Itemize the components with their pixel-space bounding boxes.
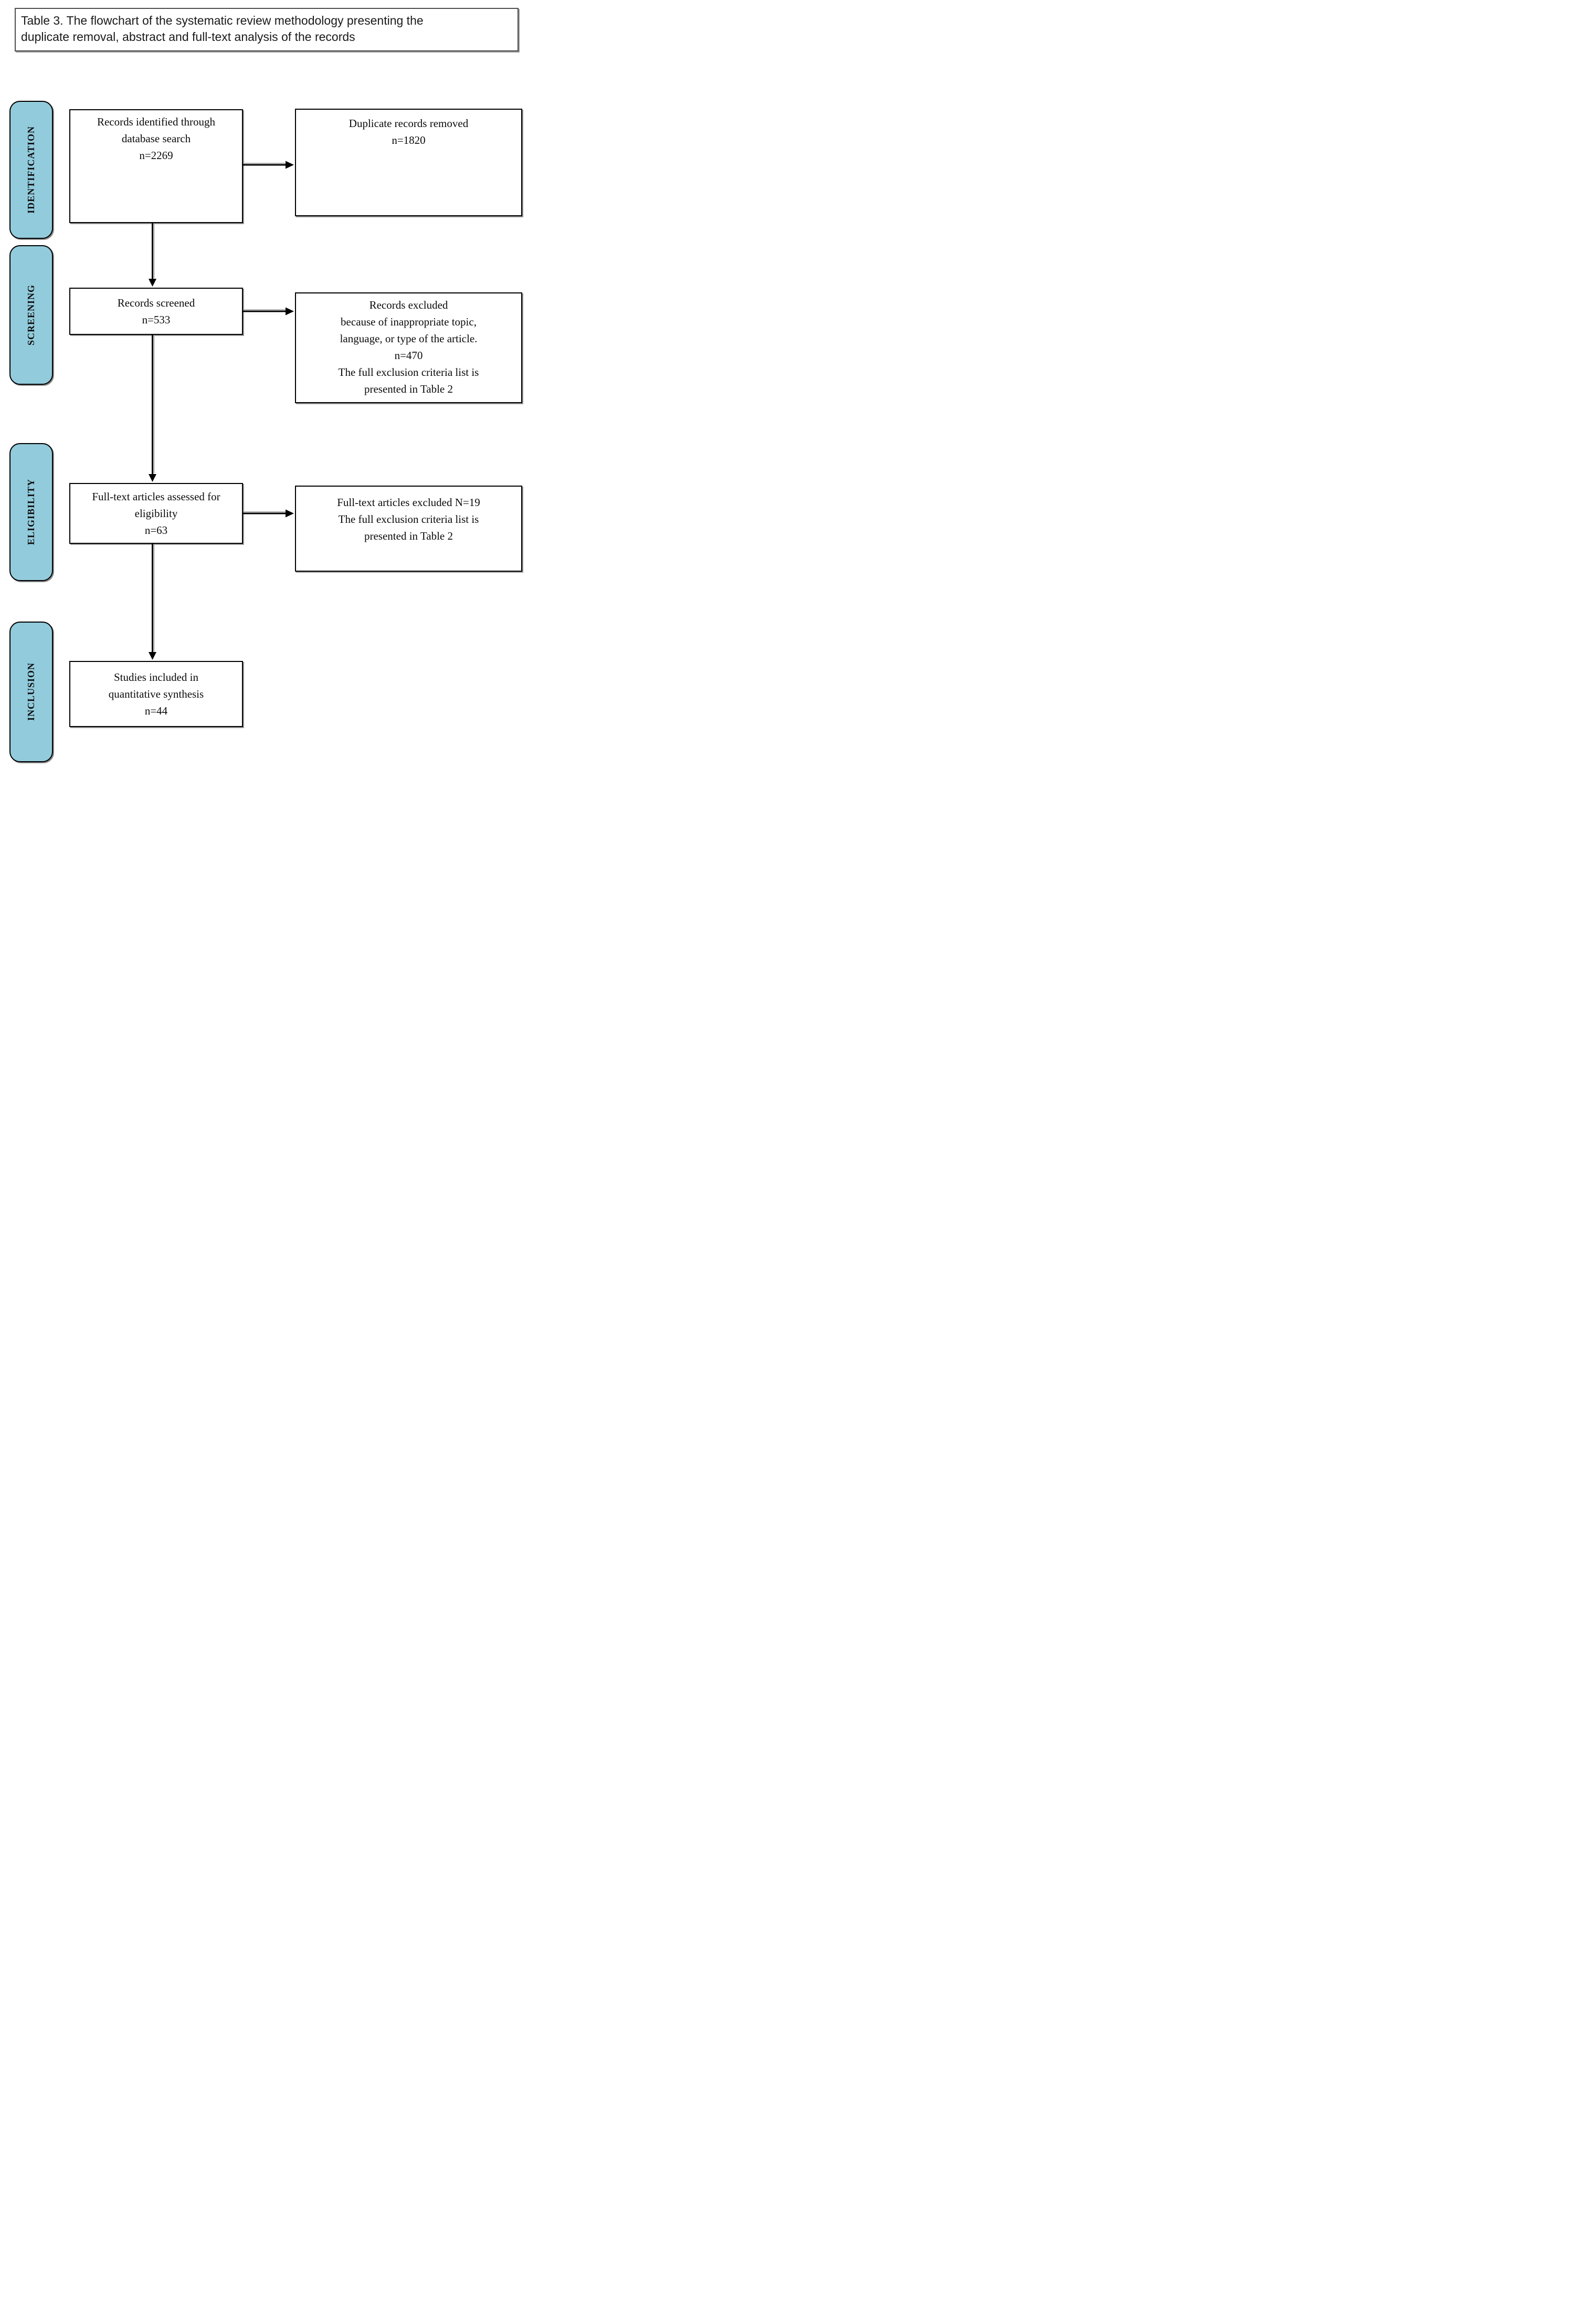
flow-box-line: n=533 <box>142 313 171 326</box>
page-title-box <box>15 8 519 51</box>
flow-box-line: because of inappropriate topic, <box>341 316 477 328</box>
stage-pill-inclusion <box>9 622 53 762</box>
arrow-screened-to-excluded <box>243 308 294 316</box>
flow-box-records-excluded <box>295 292 522 403</box>
flow-box-line: Records screened <box>117 297 195 309</box>
flow-box-line: n=2269 <box>139 149 173 162</box>
flow-box-duplicates-removed <box>295 109 522 216</box>
arrow-identified-to-duplicates <box>243 161 294 169</box>
flow-box-line: Records identified through <box>97 115 216 128</box>
flow-box-line: quantitative synthesis <box>108 688 204 700</box>
arrow-identified-to-screened <box>149 223 156 287</box>
flow-box-line: n=470 <box>394 349 423 362</box>
stage-label-inclusion: INCLUSION <box>26 663 36 721</box>
flow-box-line: Studies included in <box>114 671 198 683</box>
stage-pill-screening <box>9 245 53 385</box>
flow-box-records-identified <box>69 109 243 223</box>
page-title-line-1: Table 3. The flowchart of the systematic review methodology presenting the <box>21 14 424 27</box>
flow-box-fulltext-excluded <box>295 486 522 572</box>
flow-box-line: Records excluded <box>369 299 448 311</box>
flow-box-line: n=63 <box>144 524 168 537</box>
flow-box-line: database search <box>121 132 191 145</box>
flow-box-line: presented in Table 2 <box>364 530 453 542</box>
stage-label-screening: SCREENING <box>26 284 36 346</box>
stage-label-eligibility: ELIGIBILITY <box>26 479 36 545</box>
flow-box-line: n=1820 <box>392 134 426 146</box>
flow-box-line: Full-text articles assessed for <box>92 490 220 503</box>
flow-box-line: The full exclusion criteria list is <box>338 366 479 378</box>
flow-box-records-screened <box>69 288 243 335</box>
arrow-fulltext-to-included <box>149 544 156 660</box>
flow-box-studies-included <box>69 661 243 727</box>
flow-box-line: Full-text articles excluded N=19 <box>337 496 480 509</box>
arrow-fulltext-to-excluded <box>243 510 294 518</box>
arrow-screened-to-fulltext <box>149 335 156 482</box>
stage-pill-identification <box>9 101 53 239</box>
stage-label-identification: IDENTIFICATION <box>26 126 36 214</box>
prisma-flowchart <box>0 0 531 775</box>
stage-pill-eligibility <box>9 443 53 581</box>
flow-box-line: presented in Table 2 <box>364 383 453 395</box>
flow-box-line: The full exclusion criteria list is <box>338 513 479 525</box>
flow-box-line: n=44 <box>144 704 168 717</box>
flow-box-line: language, or type of the article. <box>340 332 478 345</box>
flow-box-fulltext-assessed <box>69 483 243 544</box>
flow-box-line: Duplicate records removed <box>349 117 469 130</box>
flow-box-line: eligibility <box>134 507 178 520</box>
page-title-line-2: duplicate removal, abstract and full-text analysis of the records <box>21 30 355 44</box>
